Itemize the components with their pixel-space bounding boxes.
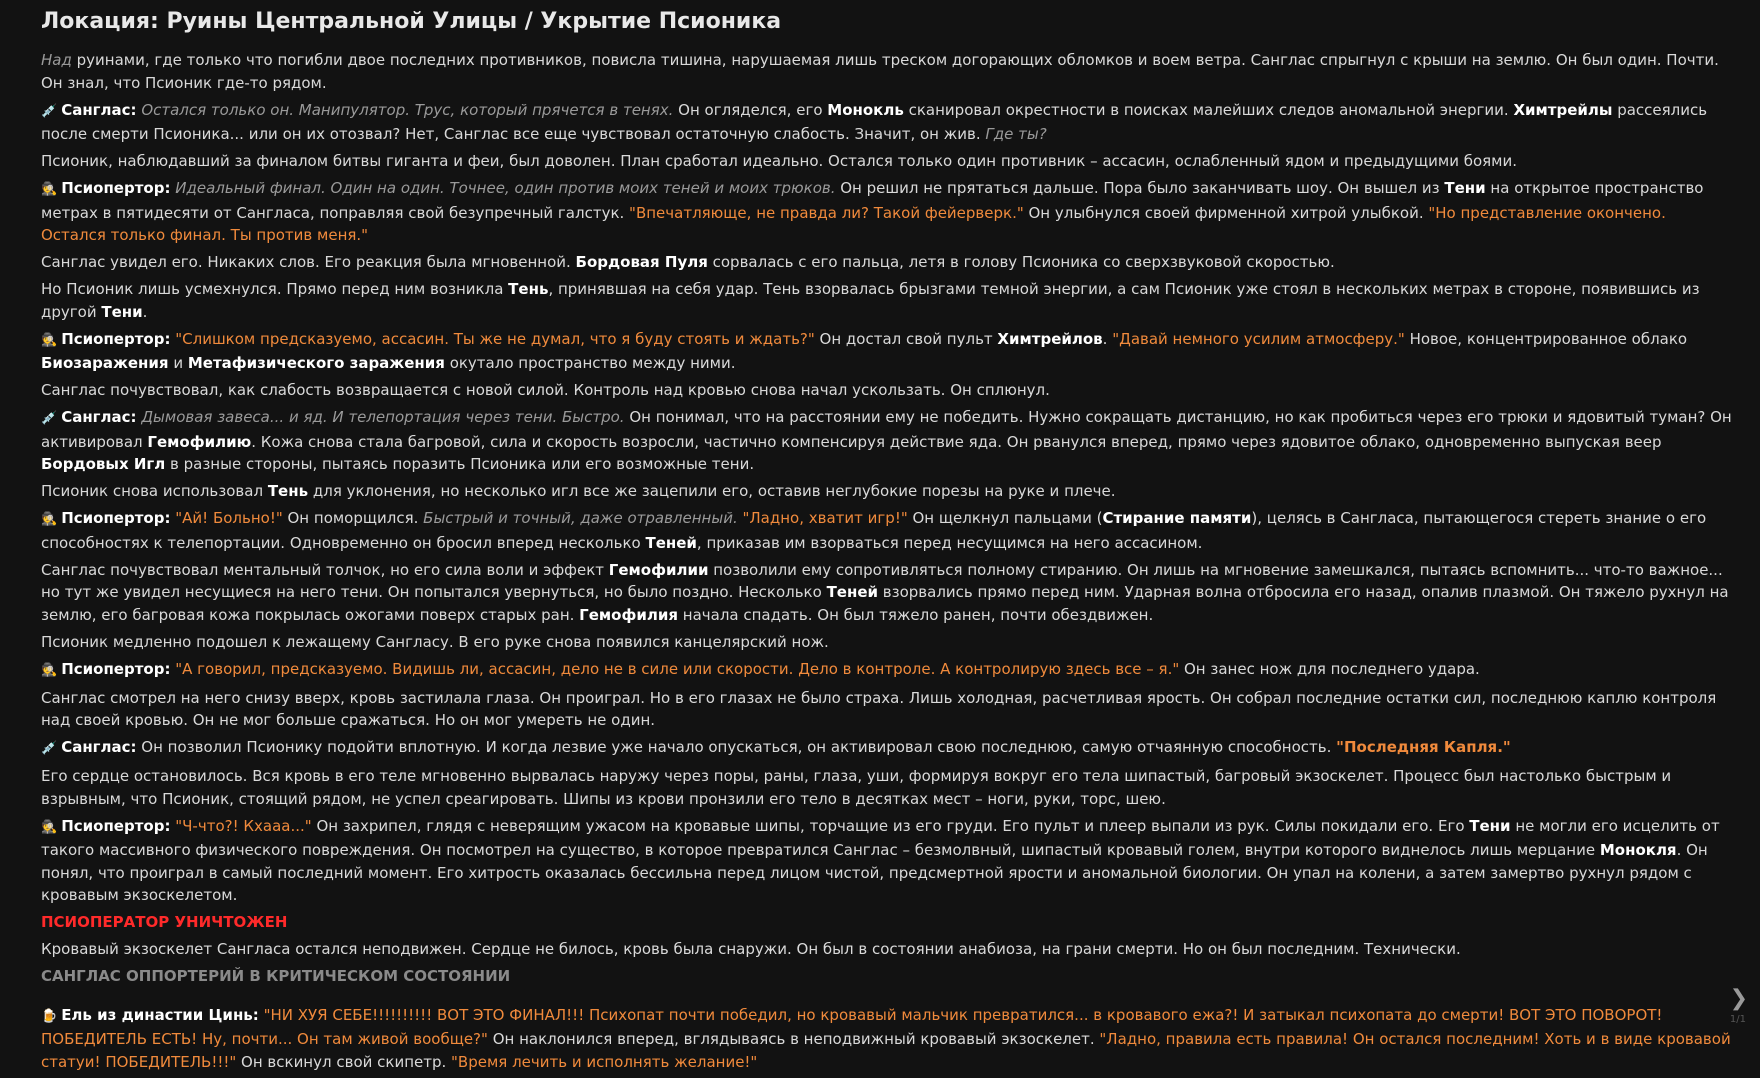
text: Он поморщился. [282,509,424,527]
italic-text: Где ты? [985,125,1047,143]
speaker-name: Псиопертор: [61,509,171,527]
text: Он щелкнул пальцами ( [907,509,1103,527]
text: сканировал окрестности в поисках малейших следов аномальной энергии. [903,100,1514,119]
paragraph [41,278,1733,323]
paragraph: Кровавый экзоскелет Сангласа остался неподвижен. Сердце не билось, кровь была снаружи. Он был в состоянии анабиоза, на грани смерти. Но он был последним. Технически. [41,940,1461,958]
status-destroyed: ПСИОПЕРАТОР УНИЧТОЖЕН [41,913,288,931]
syringe-icon: 💉 [41,411,58,426]
quote: "Ладно, хватит игр!" [742,509,908,527]
italic-text: Дымовая завеса... и яд. И телепортация через тени. Быстро. [141,408,625,426]
bold-term: Теней [645,533,697,552]
text: окутало пространство между ними. [444,354,736,372]
italic-text: Быстрый и точный, даже отравленный. [423,509,738,527]
speaker-name: Санглас: [61,738,137,756]
text: Он позволил Псионику подойти вплотную. И когда лезвие уже начало опускаться, он активировал свою последнюю, самую отчаянную способность. [136,738,1337,756]
paragraph-sanglas [41,406,1733,476]
agent-icon: 🕵 [41,819,58,835]
bold-term: Гемофилию [147,432,252,451]
page-title: Локация: Руины Центральной Улицы / Укрытие Псионика [41,9,782,34]
text: Новое, концентрированное облако [1404,329,1688,348]
text: начала спадать. Он был тяжело ранен, почти обездвижен. [678,605,1154,624]
agent-icon: 🕵 [41,332,58,348]
text: Санглас почувствовал ментальный толчок, но его сила воли и эффект [41,560,609,579]
quote: "А говорил, предсказуемо. Видишь ли, ассасин, дело не в силе или скорости. Дело в контроле. А контролирую здесь все – я." [175,659,1180,678]
text: Он наклонился вперед, вглядываясь в неподвижный кровавый экзоскелет. [487,1030,1100,1048]
paragraph: Санглас почувствовал, как слабость возвращается с новой силой. Контроль над кровью снова начал ускользать. Он сплюнул. [41,381,1050,399]
quote: "Время лечить и исполнять желание!" [451,1052,758,1071]
text: Он понимал, что на расстоянии ему не победить. Нужно сокращать дистанцию, но как пробиться через его трюки и ядовитый туман? Он активировал [41,408,1732,451]
text: на открытое пространство метрах в пятидесяти от Сангласа, поправляя свой безупречный галстук. [41,179,1704,222]
text: Санглас увидел его. Никаких слов. Его реакция была мгновенной. [41,253,576,271]
bold-term: Монокль [827,100,904,119]
text: для уклонения, но несколько игл все же зацепили его, оставив неглубокие порезы на руке и плече. [308,482,1116,500]
text: Он вскинул свой скипетр. [236,1052,452,1071]
bold-term: Биозаражения [41,354,169,372]
bold-term: Тени [1444,179,1486,197]
speaker-name: Псиопертор: [61,329,171,348]
speaker-name: Санглас: [61,408,137,426]
text: и [168,354,188,372]
text: Он достал свой пульт [814,329,998,348]
paragraph-psi [41,815,1733,907]
agent-icon: 🕵 [41,512,58,527]
paragraph-sanglas [41,736,1733,761]
italic-text: Идеальный финал. Один на один. Точнее, один против моих теней и моих трюков. [175,179,836,197]
quote: "Давай немного усилим атмосферу." [1112,329,1405,348]
paragraph-sanglas [41,99,1733,146]
quote: "Впечатляюще, не правда ли? Такой фейерверк." [629,203,1024,222]
bold-term: Теней [826,583,879,601]
status-critical: САНГЛАС ОППОРТЕРИЙ В КРИТИЧЕСКОМ СОСТОЯНИИ [41,967,511,985]
quote: "НИ ХУЯ СЕБЕ!!!!!!!!!! ВОТ ЭТО ФИНАЛ!!! Психопат почти победил, но кровавый мальчик превратился... в кровавого ежа?! И затыкал психопата до смерти! ВОТ ЭТО ПОВОРОТ! ПОБЕДИТЕЛЬ ЕСТЬ! Ну, почти... Он там живой вообще?" [41,1005,1663,1048]
message-content [41,6,1733,1078]
bold-term: Химтрейлов [997,329,1103,348]
bold-term: Бордовая Пуля [575,253,708,271]
quote: "Ладно, правила есть правила! Он остался последним! Хоть и в виде кровавой статуи! ПОБЕДИТЕЛЬ!!!" [41,1030,1731,1071]
text: взорвались прямо перед ним. Ударная волна отбросила его назад, опалив плазмой. Он тяжело рухнул на землю, его багровая кожа покрылась ожогами поверх старых ран. [41,583,1729,624]
text: рассеялись после смерти Псионика... или он их отозвал? Нет, Санглас все еще чувствовал остаточную слабость. Значит, он жив. [41,100,1708,143]
bold-term: Тень [508,280,549,298]
italic-text: Над [41,51,72,69]
text: . [142,302,148,321]
text: не могли его исцелить от такого массивного физического повреждения. Он посмотрел на существо, в которое превратился Санглас – безмолвный, шипастый кровавый голем, внутри которого виднелось лишь мерцание [41,816,1720,859]
text: позволили ему сопротивляться полному стиранию. Он лишь на мгновение замешкался, пытаясь вспомнить... что-то важное... но тут же увидел несущиеся на него тени. Он попытался увернуться, но было поздно. Несколько [41,560,1723,601]
paragraph-psi [41,328,1733,375]
text: Псионик снова использовал [41,482,268,500]
quote: "Ай! Больно!" [175,509,283,527]
text: . [1102,329,1113,348]
text: Он занес нож для последнего удара. [1179,659,1480,678]
swipe-counter: 1/1 [1729,1014,1746,1025]
paragraph-psi [41,658,1733,683]
text: . Кожа снова стала багровой, сила и скорость возросли, частично компенсируя действие яда. Он рванулся вперед, прямо через ядовитое облако, одновременно выпуская веер [251,432,1662,451]
text: ), целясь в Сангласа, пытающегося стереть знание о его способностях к телепортации. Одновременно он бросил вперед несколько [41,509,1707,552]
bold-term: Тень [267,482,309,500]
bold-term: Стирание памяти [1102,509,1252,527]
text: , приказав им взорваться перед несущимся на него ассасином. [696,533,1203,552]
paragraph: Его сердце остановилось. Вся кровь в его теле мгновенно вырвалась наружу через поры, раны, глаза, уши, формируя вокруг его тела шипастый, багровый экзоскелет. Процесс был настолько быстрым и взрывным, что Псионик, стоящий рядом, не успел среагировать. Шипы из крови пронзили его тело в десятках мест – ноги, руки, торс, шею. [41,767,1672,808]
beer-mug-icon: 🍺 [41,1008,58,1024]
bold-term: Химтрейлы [1513,100,1613,119]
paragraph [41,480,1733,503]
quote: "Слишком предсказуемо, ассасин. Ты же не думал, что я буду стоять и ждать?" [175,329,815,348]
text: . Он понял, что проиграл в самый последний момент. Его хитрость оказалась бессильна перед лицом чистой, предсмертной ярости и аномальной биологии. Он упал на колени, а затем замертво рухнул рядом с кровавым экзоскелетом. [41,841,1708,904]
text: в разные стороны, пытаясь поразить Псионика или его возможные тени. [165,455,755,473]
syringe-icon: 💉 [41,741,58,756]
text: Но Псионик лишь усмехнулся. Прямо перед ним возникла [41,280,509,298]
paragraph-psi [41,177,1733,247]
paragraph [41,251,1733,274]
paragraph-psi [41,507,1733,554]
bold-term: Гемофилия [579,605,678,624]
quote: "Ч-что?! Кхааа..." [175,816,312,835]
text: сорвалась с его пальца, летя в голову Псионика со сверхзвуковой скоростью. [707,253,1335,271]
speaker-name: Псиопертор: [61,816,171,835]
syringe-icon: 💉 [41,103,58,119]
agent-icon: 🕵 [41,662,58,678]
paragraph: Санглас смотрел на него снизу вверх, кровь застилала глаза. Он проиграл. Но в его глазах не было страха. Лишь холодная, расчетливая ярость. Он собрал последние остатки сил, последнюю каплю контроля над своей кровью. Он не мог больше сражаться. Но он мог умереть не один. [41,688,1717,729]
text: Он захрипел, глядя с неверящим ужасом на кровавые шипы, торчащие из его груди. Его пульт и плеер выпали из рук. Силы покидали его. Его [311,816,1470,835]
text: Он решил не прятаться дальше. Пора было заканчивать шоу. Он вышел из [835,179,1445,197]
quote: "Последняя Капля." [1336,738,1511,756]
bold-term: Гемофилии [608,560,709,579]
bold-term: Тени [1469,816,1511,835]
bold-term: Метафизического заражения [187,354,445,372]
bold-term: Монокля [1599,841,1677,859]
paragraph: Псионик медленно подошел к лежащему Сангласу. В его руке снова появился канцелярский нож. [41,632,829,651]
text: Он огляделся, его [673,100,828,119]
text: Он улыбнулся своей фирменной хитрой улыбкой. [1023,203,1429,222]
next-swipe-icon[interactable]: ❯ [1729,986,1748,1011]
paragraph [41,559,1733,627]
text: , принявшая на себя удар. Тень взорвалась брызгами темной энергии, а сам Псионик уже стоял в нескольких метрах в стороне, появившись из другой [41,280,1700,321]
speaker-name: Псиопертор: [61,179,171,197]
agent-icon: 🕵 [41,182,58,197]
text: руинами, где только что погибли двое последних противников, повисла тишина, нарушаемая лишь треском догорающих обломков и воем ветра. Санглас спрыгнул с крыши на землю. Он был один. Почти. Он знал, что Псионик где-то рядом. [41,51,1719,92]
speaker-name: Псиопертор: [61,659,171,678]
speaker-name: Санглас: [61,100,137,119]
quote: "Но представление окончено. Остался только финал. Ты против меня." [41,203,1666,244]
italic-text: Остался только он. Манипулятор. Трус, который прячется в тенях. [141,100,674,119]
bold-term: Тени [101,302,143,321]
speaker-name: Ель из династии Цинь: [61,1005,259,1024]
bold-term: Бордовых Игл [41,455,166,473]
paragraph-el [41,1004,1733,1074]
paragraph [41,49,1733,94]
paragraph: Псионик, наблюдавший за финалом битвы гиганта и феи, был доволен. План сработал идеально. Остался только один противник – ассасин, ослабленный ядом и предыдущими боями. [41,152,1517,170]
